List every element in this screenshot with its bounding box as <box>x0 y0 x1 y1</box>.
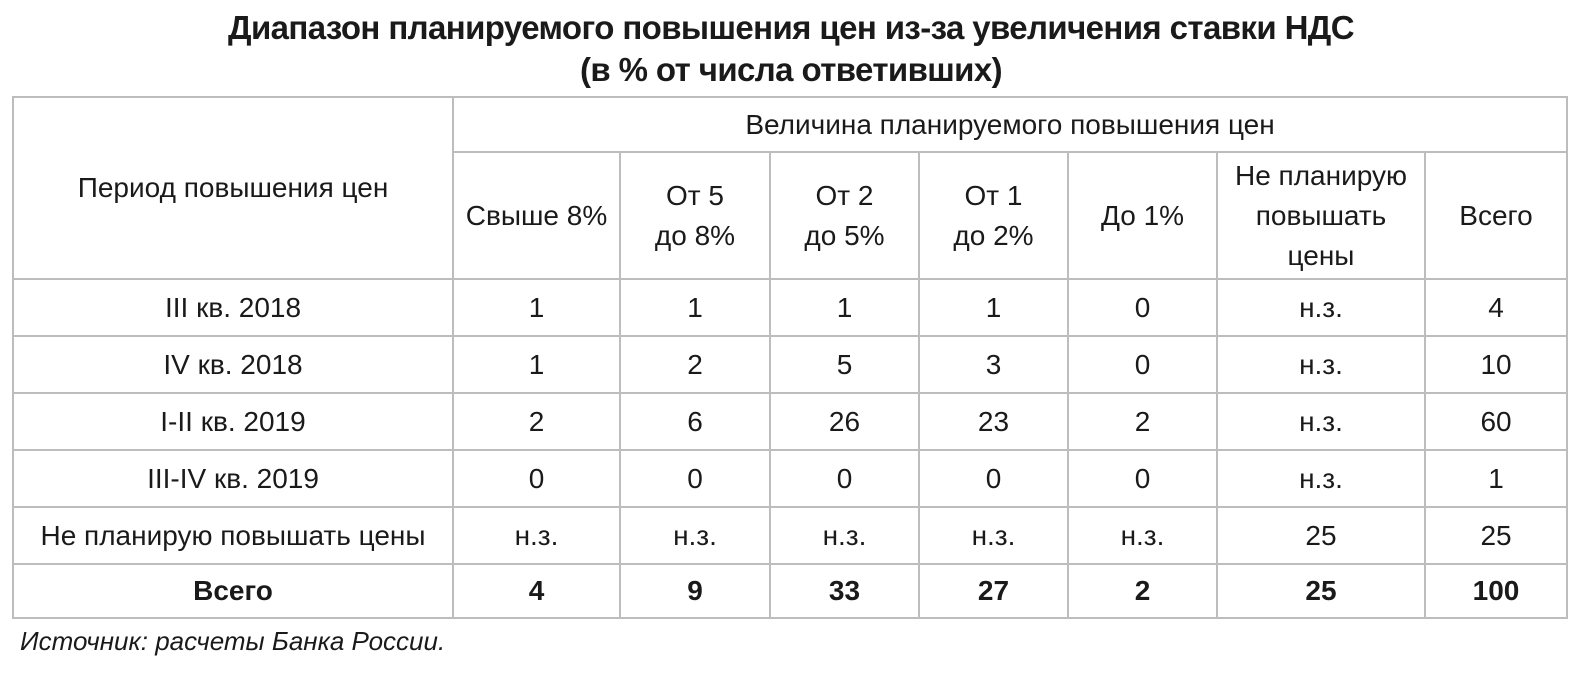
table-cell: 4 <box>1425 279 1567 336</box>
price-increase-table <box>12 96 1568 619</box>
total-cell: 100 <box>1425 564 1567 618</box>
table-row <box>13 450 1567 507</box>
table-cell: н.з. <box>1217 450 1425 507</box>
table-cell: 2 <box>1068 393 1217 450</box>
table-cell: н.з. <box>453 507 620 564</box>
column-header <box>1068 152 1217 279</box>
table-cell: 0 <box>620 450 770 507</box>
table-cell: 0 <box>1068 450 1217 507</box>
period-header: Период повышения цен <box>13 97 453 279</box>
total-cell: 2 <box>1068 564 1217 618</box>
column-header-line: От 2 <box>815 179 874 211</box>
column-header <box>453 152 620 279</box>
row-label: III кв. 2018 <box>13 279 453 336</box>
total-label: Всего <box>13 564 453 618</box>
row-label: IV кв. 2018 <box>13 336 453 393</box>
table-cell: 2 <box>453 393 620 450</box>
column-header-line: до 5% <box>804 219 885 251</box>
column-header-line: До 1% <box>1100 199 1185 231</box>
column-header-line: цены <box>1287 239 1355 271</box>
column-header-line: до 8% <box>654 219 736 251</box>
column-header <box>1217 152 1425 279</box>
table-cell: 10 <box>1425 336 1567 393</box>
table-cell: 6 <box>620 393 770 450</box>
table-title: Диапазон планируемого повышения цен из-за увеличения ставки НДС <box>228 9 1354 46</box>
group-header: Величина планируемого повышения цен <box>453 97 1567 152</box>
table-cell: н.з. <box>770 507 919 564</box>
table-cell: 60 <box>1425 393 1567 450</box>
table-cell: 1 <box>919 279 1068 336</box>
table-cell: 0 <box>1068 336 1217 393</box>
table-cell: н.з. <box>919 507 1068 564</box>
table-cell: н.з. <box>1217 336 1425 393</box>
row-label: Не планирую повышать цены <box>13 507 453 564</box>
table-cell: 1 <box>453 336 620 393</box>
header-row-group <box>13 97 1567 152</box>
table-row <box>13 336 1567 393</box>
total-cell: 4 <box>453 564 620 618</box>
column-header-line: до 2% <box>953 219 1034 251</box>
table-cell: 1 <box>453 279 620 336</box>
table-row <box>13 507 1567 564</box>
column-header-line: От 5 <box>666 179 724 211</box>
total-row <box>13 564 1567 618</box>
row-label: I-II кв. 2019 <box>13 393 453 450</box>
total-cell: 9 <box>620 564 770 618</box>
column-header <box>620 152 770 279</box>
table-cell: 0 <box>1068 279 1217 336</box>
column-header-line: Всего <box>1459 199 1533 231</box>
table-cell: н.з. <box>1068 507 1217 564</box>
table-row <box>13 393 1567 450</box>
column-header-line: повышать <box>1255 199 1387 231</box>
table-cell: 1 <box>770 279 919 336</box>
column-header-line: Свыше 8% <box>465 199 608 231</box>
table-cell: 0 <box>453 450 620 507</box>
table-cell: 26 <box>770 393 919 450</box>
table-cell: 25 <box>1425 507 1567 564</box>
table-cell: 0 <box>770 450 919 507</box>
table-cell: 3 <box>919 336 1068 393</box>
column-header <box>770 152 919 279</box>
column-header-line: Не планирую <box>1234 159 1407 191</box>
table-cell: 25 <box>1217 507 1425 564</box>
table-cell: 2 <box>620 336 770 393</box>
total-cell: 33 <box>770 564 919 618</box>
table-subtitle: (в % от числа ответивших) <box>579 51 1003 88</box>
table-cell: н.з. <box>1217 279 1425 336</box>
table-cell: 5 <box>770 336 919 393</box>
total-cell: 27 <box>919 564 1068 618</box>
table-cell: н.з. <box>620 507 770 564</box>
table-cell: 1 <box>1425 450 1567 507</box>
column-header-line: От 1 <box>964 179 1023 211</box>
table-row <box>13 279 1567 336</box>
table-cell: 23 <box>919 393 1068 450</box>
row-label: III-IV кв. 2019 <box>13 450 453 507</box>
column-header <box>919 152 1068 279</box>
table-cell: н.з. <box>1217 393 1425 450</box>
table-cell: 1 <box>620 279 770 336</box>
source-note: Источник: расчеты Банка России. <box>20 626 446 656</box>
total-cell: 25 <box>1217 564 1425 618</box>
column-header <box>1425 152 1567 279</box>
table-cell: 0 <box>919 450 1068 507</box>
